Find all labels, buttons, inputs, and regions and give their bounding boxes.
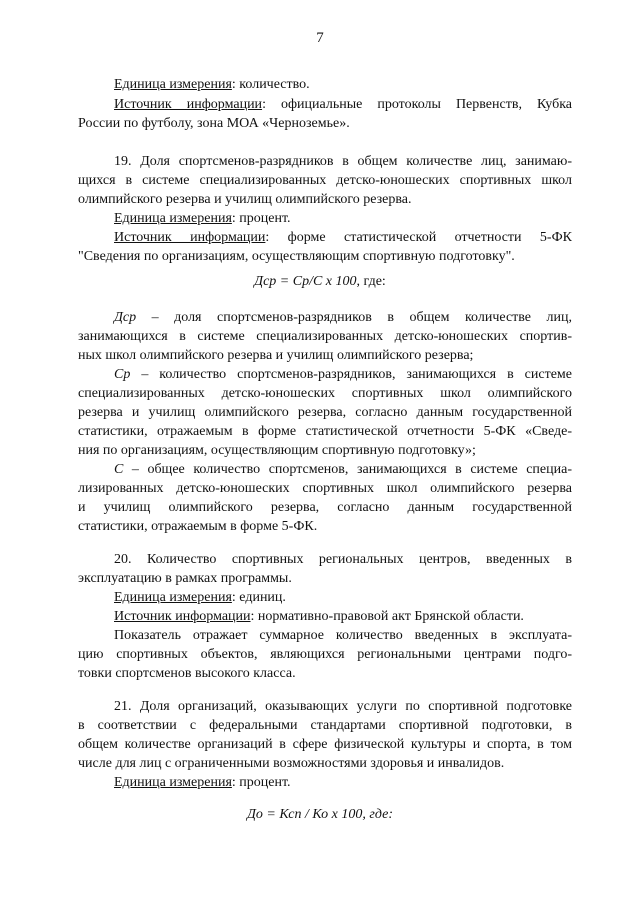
s19-def1-line-1 [114, 309, 572, 326]
s19-title-line-1: 19. Доля спортсменов-разрядников в общем количестве лиц, занимаю- [114, 154, 572, 169]
s21-formula [0, 806, 640, 823]
s19-source-line-2: "Сведения по организациям, осуществляющим спортивную подготовку". [78, 249, 515, 264]
s21-title-line-3: общем количестве организаций в сфере физической культуры и спорта, в том [78, 737, 572, 752]
s19-def3-line-1 [114, 461, 572, 478]
unit-value: : процент. [231, 211, 291, 226]
formula-expression: Дср = Ср/С х 100 [254, 274, 357, 289]
def2-variable: Ср [114, 367, 131, 382]
s21-unit-line [114, 774, 572, 791]
unit-value: : единиц. [231, 590, 286, 605]
page-number: 7 [316, 30, 324, 46]
s20-note-line-1: Показатель отражает суммарное количество введенных в эксплуата- [114, 628, 572, 643]
s19-def1-line-3: ных школ олимпийского резерва и училищ олимпийского резерва; [78, 348, 474, 363]
s20-unit-line [114, 589, 572, 606]
def1-text: – доля спортсменов-разрядников в общем количестве лиц, [136, 310, 572, 325]
def1-variable: Дср [114, 310, 137, 325]
source-label: Источник информации [114, 609, 251, 624]
s19-def2-line-3: резерва и училищ олимпийского резерва, согласно данным государственной [78, 405, 572, 420]
s19-def3-line-2: лизированных детско-юношеских спортивных школ олимпийского резерва [78, 481, 572, 496]
s20-note-line-2: цию спортивных объектов, являющихся региональными центрами подго- [78, 647, 572, 662]
unit-label: Единица измерения [114, 211, 232, 226]
s19-def2-line-2: специализированных детско-юношеских спортивных школ олимпийского [78, 386, 572, 401]
s19-def2-line-4: статистики, отражаемым в форме статистической отчетности 5-ФК «Сведе- [78, 424, 572, 439]
formula-tail: , где: [356, 274, 386, 289]
s19-def3-line-3: и училищ олимпийского резерва, согласно данным государственной [78, 500, 572, 515]
def3-text: – общее количество спортсменов, занимающихся в системе специа- [123, 462, 572, 477]
s19-def2-line-1 [114, 366, 572, 383]
def3-variable: С [114, 462, 124, 477]
source-label: Источник информации [114, 230, 266, 245]
s20-title-line-1: 20. Количество спортивных региональных центров, введенных в [114, 552, 572, 567]
formula-expression: До = Ксп / Ко х 100, где: [247, 807, 393, 822]
s19-def1-line-2: занимающихся в системе специализированных детско-юношеских спортив- [78, 329, 572, 344]
s19-unit-line [114, 210, 572, 227]
source-value: : официальные протоколы Первенств, Кубка [262, 97, 573, 112]
s19-title-line-2: щихся в системе специализированных детско-юношеских спортивных школ [78, 173, 572, 188]
s20-note-line-3: товки спортсменов высокого класса. [78, 666, 296, 681]
source-label: Источник информации [114, 97, 263, 112]
s19-title-line-3: олимпийского резерва и училищ олимпийского резерва. [78, 192, 412, 207]
s21-title-line-2: в соответствии с федеральными стандартами спортивной подготовки, в [78, 718, 572, 733]
unit-label: Единица измерения [114, 775, 232, 790]
unit-value: : процент. [231, 775, 291, 790]
unit-label: Единица измерения [114, 77, 232, 92]
s21-title-line-1: 21. Доля организаций, оказывающих услуги по спортивной подготовке [114, 699, 572, 714]
s19-formula [0, 273, 640, 290]
source-value: : нормативно-правовой акт Брянской области. [250, 609, 524, 624]
s21-title-line-4: числе для лиц с ограниченными возможностями здоровья и инвалидов. [78, 756, 505, 771]
s20-source-line [114, 608, 572, 625]
unit-label: Единица измерения [114, 590, 232, 605]
s18-source-line-2: России по футболу, зона МОА «Черноземье». [78, 116, 350, 131]
s19-def3-line-4: статистики, отражаемым в форме 5-ФК. [78, 519, 318, 534]
s19-source-line [114, 229, 572, 246]
unit-value: : количество. [231, 77, 310, 92]
s19-def2-line-5: ния по организациям, осуществляющим спортивную подготовку»; [78, 443, 476, 458]
def2-text: – количество спортсменов-разрядников, занимающихся в системе [130, 367, 572, 382]
s18-source-line [114, 96, 572, 113]
source-value: : форме статистической отчетности 5-ФК [265, 230, 572, 245]
s20-title-line-2: эксплуатацию в рамках программы. [78, 571, 292, 586]
s18-unit-line [114, 76, 572, 93]
